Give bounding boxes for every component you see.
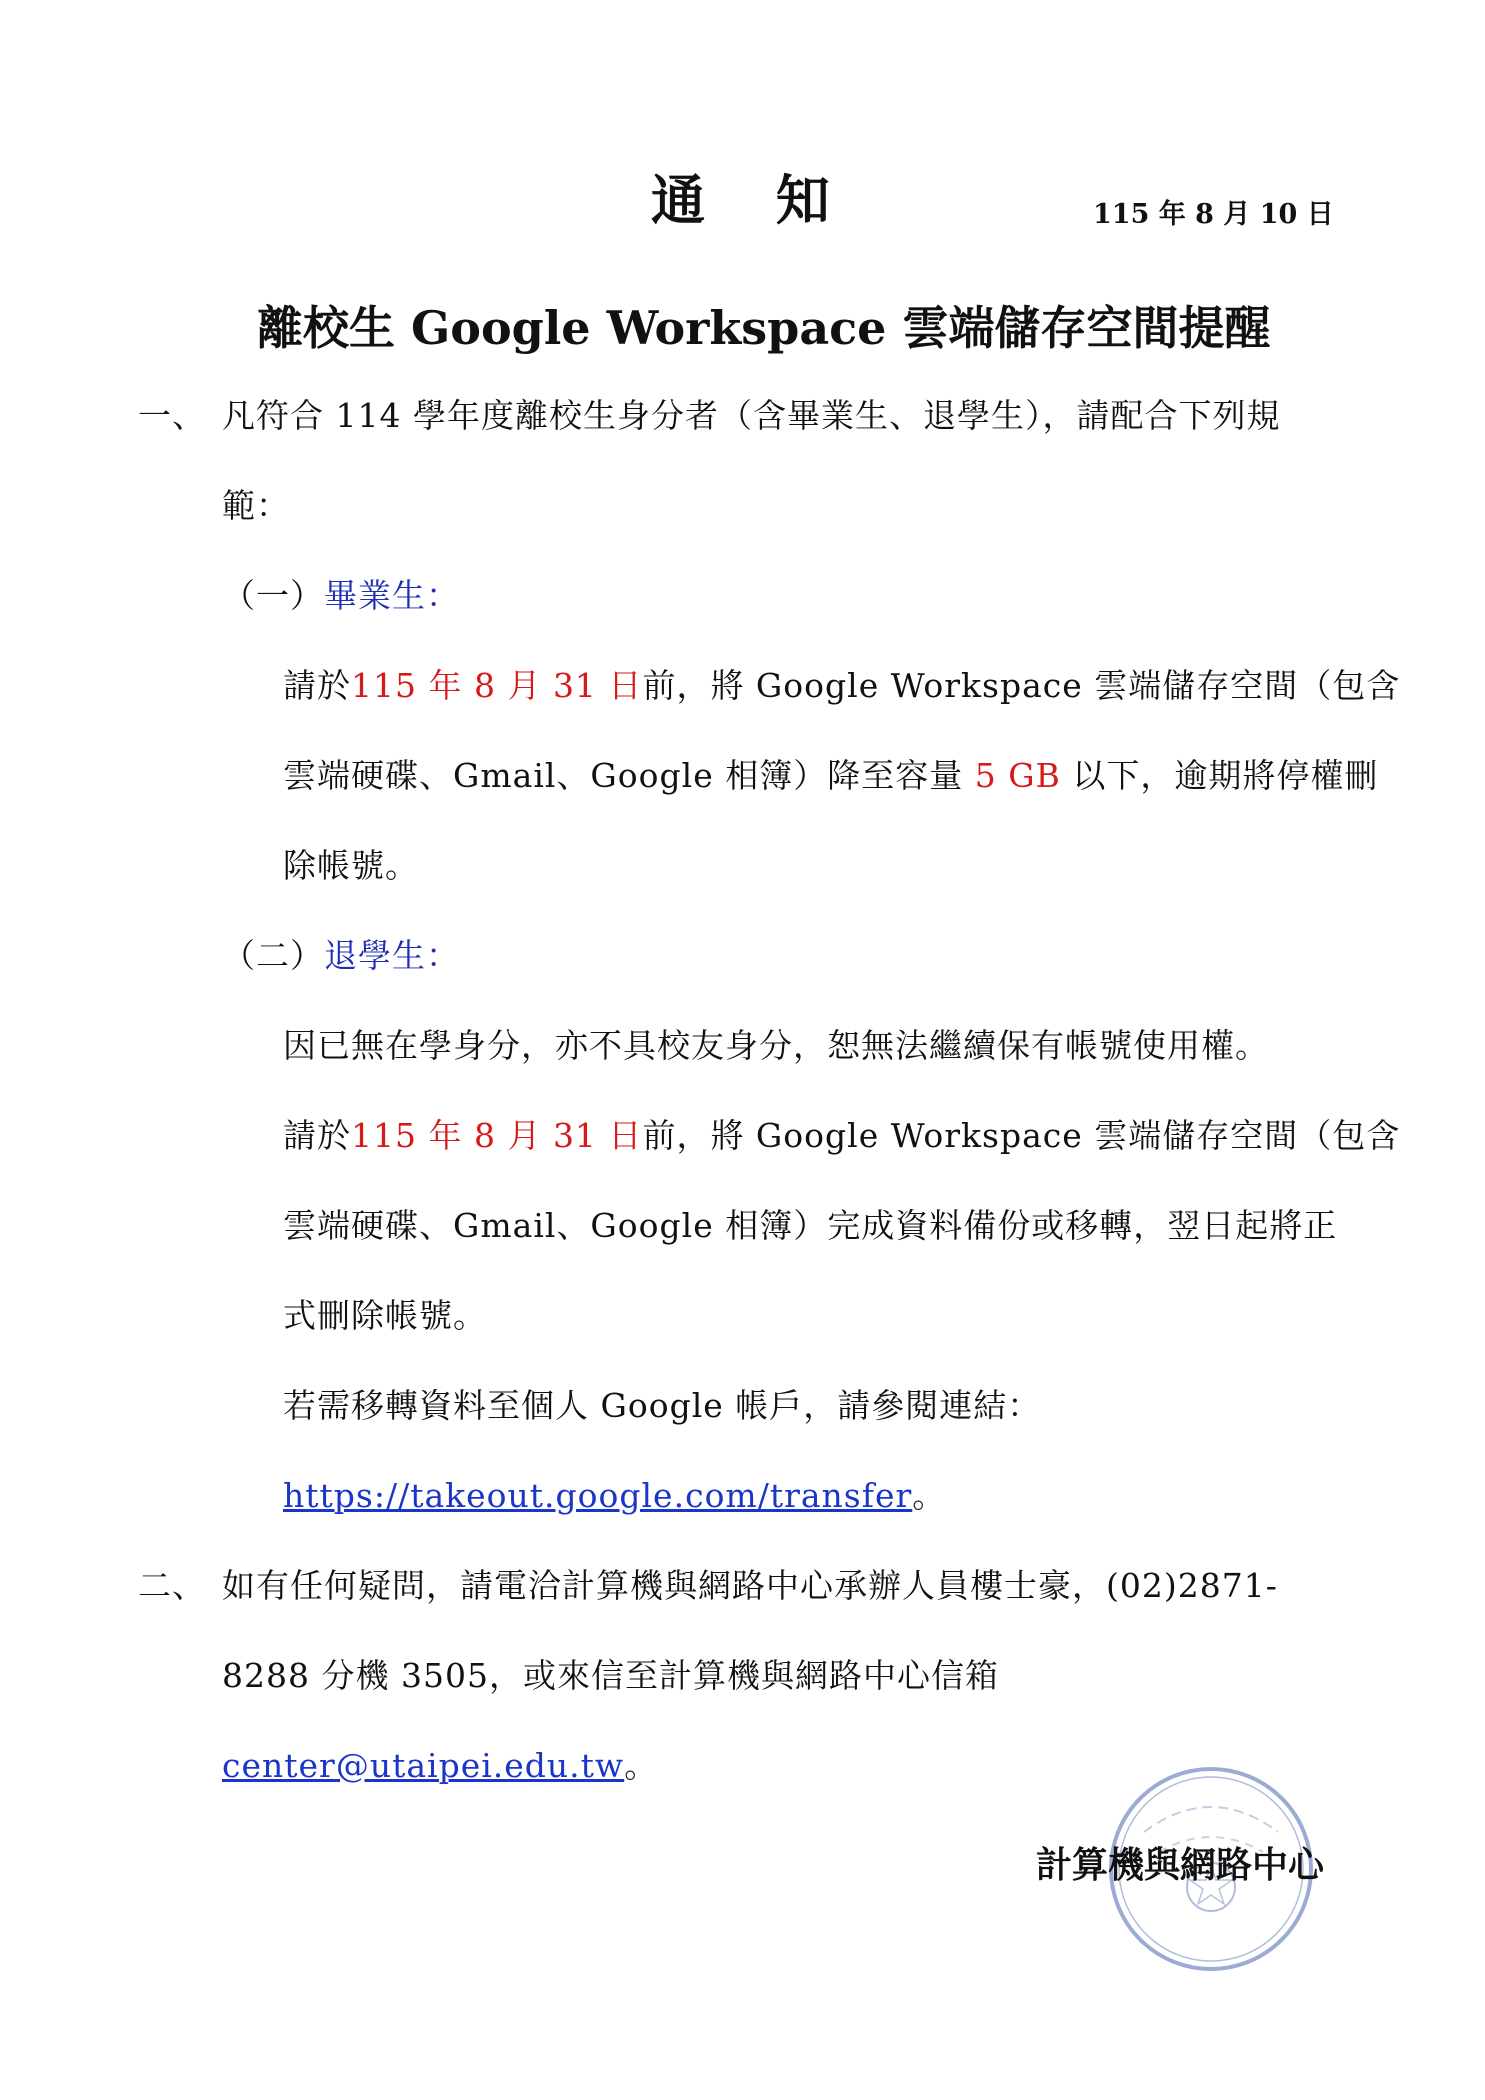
- sub1-line1-b: 前，將 Google Workspace 雲端儲存空間（包含: [642, 666, 1401, 705]
- sub1-line1-a: 請於: [283, 666, 351, 705]
- section-1-line-2: 範：: [222, 486, 290, 525]
- subsection-2-label: 退學生：: [324, 936, 460, 975]
- subsection-1-line-3: 除帳號。: [283, 846, 419, 885]
- subsection-2-line-2: [283, 1110, 1400, 1157]
- contact-email-link[interactable]: center@utaipei.edu.tw: [222, 1746, 625, 1785]
- sub1-deadline: 115 年 8 月 31 日: [351, 666, 643, 705]
- section-2-email-line: [222, 1740, 658, 1787]
- notice-heading: 通 知: [651, 168, 856, 232]
- subsection-1-heading: [222, 570, 460, 617]
- subsection-2-line-3: 雲端硬碟、Gmail、Google 相簿）完成資料備份或移轉，翌日起將正: [283, 1206, 1338, 1245]
- section-2-line-1: 如有任何疑問，請電洽計算機與網路中心承辦人員樓士豪，(02)2871-: [222, 1566, 1278, 1605]
- link-suffix: 。: [912, 1476, 947, 1515]
- sub2-line2-a: 請於: [283, 1116, 351, 1155]
- section-2-line-2: 8288 分機 3505，或來信至計算機與網路中心信箱: [222, 1656, 999, 1695]
- subsection-2-line-1: 因已無在學身分，亦不具校友身分，恕無法繼續保有帳號使用權。: [283, 1026, 1269, 1065]
- section-1-number: 一、: [138, 396, 206, 435]
- subsection-2-heading: [222, 930, 460, 977]
- notice-title: 離校生 Google Workspace 雲端儲存空間提醒: [257, 301, 1271, 355]
- subsection-2-prefix: （二）: [222, 936, 324, 975]
- sub1-size-limit: 5 GB: [974, 756, 1061, 795]
- notice-date: 115 年 8 月 10 日: [1093, 199, 1334, 230]
- sub2-line2-b: 前，將 Google Workspace 雲端儲存空間（包含: [642, 1116, 1401, 1155]
- takeout-transfer-link[interactable]: https://takeout.google.com/transfer: [283, 1476, 913, 1515]
- sub1-line2-b: 以下，逾期將停權刪: [1072, 756, 1379, 795]
- sub2-deadline: 115 年 8 月 31 日: [351, 1116, 643, 1155]
- subsection-2-line-5: 若需移轉資料至個人 Google 帳戶，請參閱連結：: [283, 1386, 1042, 1425]
- email-suffix: 。: [624, 1746, 659, 1785]
- subsection-1-label: 畢業生：: [324, 576, 460, 615]
- issuer-signature: 計算機與網路中心: [1036, 1844, 1325, 1886]
- subsection-2-link-line: [283, 1470, 946, 1517]
- subsection-1-prefix: （一）: [222, 576, 324, 615]
- subsection-2-line-4: 式刪除帳號。: [283, 1296, 487, 1335]
- sub1-line2-a: 雲端硬碟、Gmail、Google 相簿）降至容量: [283, 756, 964, 795]
- section-1-line-1: 凡符合 114 學年度離校生身分者（含畢業生、退學生），請配合下列規: [222, 396, 1281, 435]
- section-2-number: 二、: [138, 1566, 206, 1605]
- subsection-1-line-1: [283, 660, 1400, 707]
- subsection-1-line-2: [283, 750, 1378, 797]
